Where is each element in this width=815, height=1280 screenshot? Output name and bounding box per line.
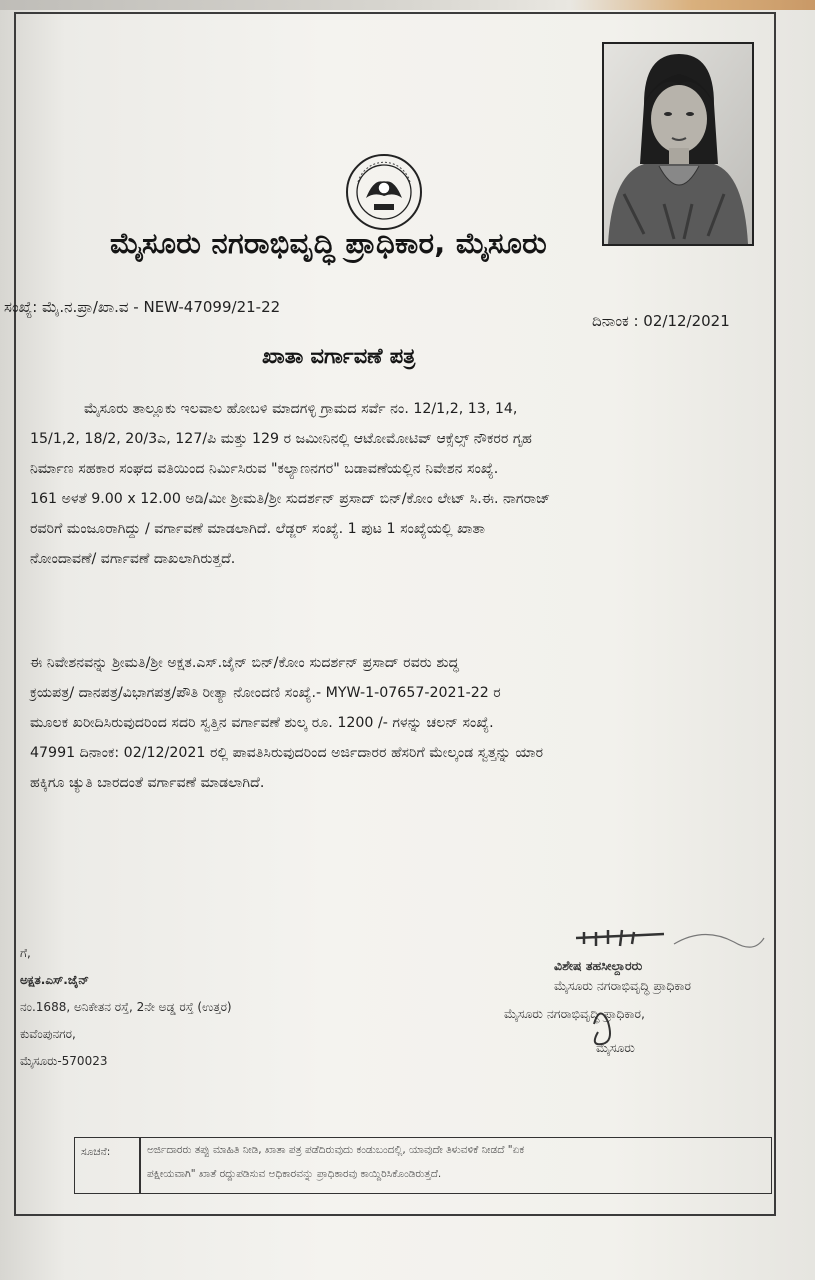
organization-heading: ಮೈಸೂರು ನಗರಾಭಿವೃದ್ಧಿ ಪ್ರಾಧಿಕಾರ, ಮೈಸೂರು bbox=[110, 226, 548, 260]
note-label: ಸೂಚನೆ: bbox=[81, 1146, 111, 1158]
signatory-title: ವಿಶೇಷ ತಹಸೀಲ್ದಾರರು bbox=[554, 958, 643, 973]
signatory-office-stamp: ಮೈಸೂರು ನಗರಾಭಿವೃದ್ಧಿ ಪ್ರಾಧಿಕಾರ, bbox=[504, 1006, 646, 1021]
signatory-office: ಮೈಸೂರು ನಗರಾಭಿವೃದ್ಧಿ ಪ್ರಾಧಿಕಾರ bbox=[554, 978, 692, 993]
reference-number: ಸಂಖ್ಯೆ: ಮೈ.ನ.ಪ್ರಾ/ಖಾ.ವ - NEW-47099/21-22 bbox=[4, 298, 281, 316]
paragraph-purchase-details bbox=[30, 648, 750, 798]
paragraph-transfer-details bbox=[30, 394, 750, 574]
recipient-name: ಅಕ್ಷತ.ಎಸ್.ಜೈನ್ bbox=[20, 973, 89, 987]
address-line: ನಂ.1688, ಅನಿಕೇತನ ರಸ್ತೆ, 2ನೇ ಅಡ್ಡ ರಸ್ತೆ (ಉತ್ತರ) bbox=[20, 1000, 232, 1014]
note-divider bbox=[139, 1138, 141, 1193]
paragraph-line: ನಿರ್ಮಾಣ ಸಹಕಾರ ಸಂಘದ ವತಿಯಿಂದ ನಿರ್ಮಿಸಿರುವ "ಕಲ್ಯಾಣನಗರ" ಬಡಾವಣೆಯಲ್ಲಿನ ನಿವೇಶನ ಸಂಖ್ಯೆ. bbox=[30, 461, 499, 477]
note-box bbox=[74, 1137, 772, 1194]
authority-seal-icon bbox=[344, 152, 424, 232]
paragraph-line: 47991 ದಿನಾಂಕ: 02/12/2021 ರಲ್ಲಿ ಪಾವತಿಸಿರುವುದರಿಂದ ಅರ್ಜಿದಾರರ ಹೆಸರಿಗೆ ಮೇಲ್ಕಂಡ ಸ್ವತ್ತನ್ನು ಯಾರ bbox=[30, 745, 544, 761]
paragraph-line: ಹಕ್ಕಿಗೂ ಚ್ಯುತಿ ಬಾರದಂತೆ ವರ್ಗಾವಣೆ ಮಾಡಲಾಗಿದೆ. bbox=[30, 775, 265, 791]
scan-edge bbox=[0, 0, 815, 10]
note-line: ಅರ್ಜಿದಾರರು ತಪ್ಪು ಮಾಹಿತಿ ನೀಡಿ, ಖಾತಾ ಪತ್ರ ಪಡೆದಿರುವುದು ಕಂಡುಬಂದಲ್ಲಿ, ಯಾವುದೇ ತಿಳುವಳಿಕೆ ನೀಡದೆ "ಏಕ bbox=[147, 1144, 525, 1156]
applicant-photo bbox=[602, 42, 754, 246]
paragraph-line: ಈ ನಿವೇಶನವನ್ನು ಶ್ರೀಮತಿ/ಶ್ರೀ ಅಕ್ಷತ.ಎಸ್.ಜೈನ್ ಬಿನ್/ಕೋಂ ಸುದರ್ಶನ್ ಪ್ರಸಾದ್ ರವರು ಶುದ್ಧ bbox=[30, 655, 459, 671]
note-line: ಪಕ್ಷೀಯವಾಗಿ" ಖಾತೆ ರದ್ದುಪಡಿಸುವ ಅಧಿಕಾರವನ್ನು ಪ್ರಾಧಿಕಾರವು ಕಾಯ್ದಿರಿಸಿಕೊಂಡಿರುತ್ತದೆ. bbox=[147, 1168, 442, 1180]
signatory-city: ಮೈಸೂರು bbox=[596, 1040, 635, 1055]
address-line: ಕುವೆಂಪುನಗರ, bbox=[20, 1027, 76, 1041]
document-title: ಖಾತಾ ವರ್ಗಾವಣೆ ಪತ್ರ bbox=[262, 344, 416, 368]
handwritten-signature bbox=[504, 924, 774, 1074]
issue-date: ದಿನಾಂಕ : 02/12/2021 bbox=[592, 312, 730, 330]
signature-block bbox=[504, 924, 774, 1074]
paragraph-line: ರವರಿಗೆ ಮಂಜೂರಾಗಿದ್ದು / ವರ್ಗಾವಣೆ ಮಾಡಲಾಗಿದೆ. ಲೆಡ್ಜರ್ ಸಂಖ್ಯೆ. 1 ಪುಟ 1 ಸಂಖ್ಯೆಯಲ್ಲಿ ಖಾತಾ bbox=[30, 521, 486, 537]
address-line: ಮೈಸೂರು-570023 bbox=[20, 1054, 108, 1068]
paragraph-line: 15/1,2, 18/2, 20/3ಎ, 127/ಪಿ ಮತ್ತು 129 ರ ಜಮೀನಿನಲ್ಲಿ ಆಟೋಮೋಟಿವ್ ಆಕ್ಸೆಲ್ಸ್ ನೌಕರರ ಗೃಹ bbox=[30, 431, 533, 447]
paragraph-line: ಮೂಲಕ ಖರೀದಿಸಿರುವುದರಿಂದ ಸದರಿ ಸ್ವತ್ತಿನ ವರ್ಗಾವಣೆ ಶುಲ್ಕ ರೂ. 1200 /- ಗಳನ್ನು ಚಲನ್ ಸಂಖ್ಯೆ. bbox=[30, 715, 494, 731]
address-line: ಗೆ, bbox=[20, 946, 31, 960]
paragraph-line: ಮೈಸೂರು ತಾಲ್ಲೂಕು ಇಲವಾಲ ಹೋಬಳಿ ಮಾದಗಳ್ಳಿ ಗ್ರಾಮದ ಸರ್ವೆ ನಂ. 12/1,2, 13, 14, bbox=[84, 401, 518, 417]
paragraph-line: ನೋಂದಾವಣೆ/ ವರ್ಗಾವಣೆ ದಾಖಲಾಗಿರುತ್ತದೆ. bbox=[30, 551, 236, 567]
paragraph-line: 161 ಅಳತೆ 9.00 x 12.00 ಅಡಿ/ಮೀ ಶ್ರೀಮತಿ/ಶ್ರೀ ಸುದರ್ಶನ್ ಪ್ರಸಾದ್ ಬಿನ್/ಕೋಂ ಲೇಟ್ ಸಿ.ಈ. ನಾಗರಾಜ್ bbox=[30, 491, 551, 507]
recipient-address bbox=[20, 940, 232, 1075]
paragraph-line: ಕ್ರಯಪತ್ರ/ ದಾನಪತ್ರ/ವಿಭಾಗಪತ್ರ/ಪೌತಿ ರೀತ್ಯಾ ನೋಂದಣಿ ಸಂಖ್ಯೆ.- MYW-1-07657-2021-22 ರ bbox=[30, 685, 501, 701]
